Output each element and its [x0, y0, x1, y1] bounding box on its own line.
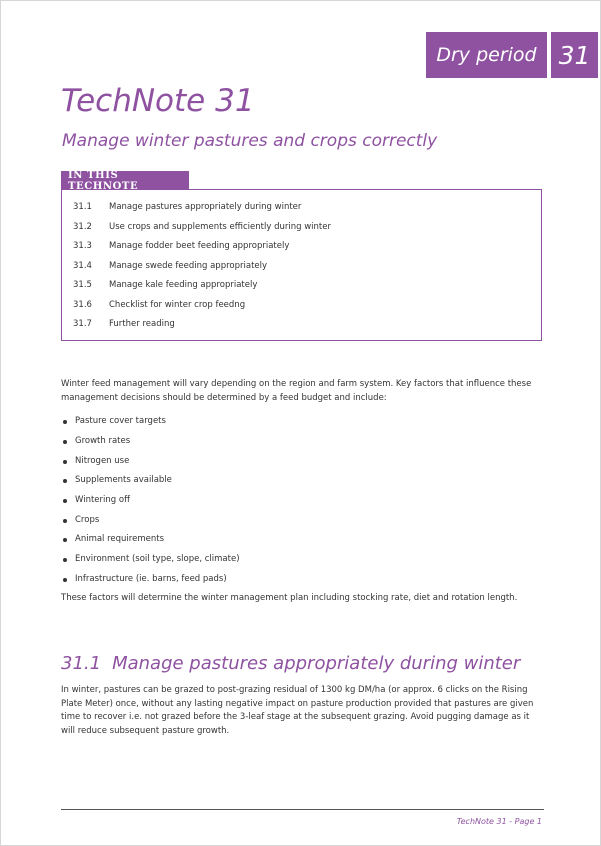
page-title: TechNote 31 [61, 83, 255, 119]
toc-item[interactable] [73, 222, 331, 232]
bullet-icon [63, 519, 67, 523]
bullet-icon [63, 440, 67, 444]
list-item-text: Animal requirements [75, 534, 164, 544]
toc-item[interactable] [73, 319, 175, 329]
toc-item[interactable] [73, 300, 245, 310]
section-number: 31.1 [61, 653, 102, 674]
section-tab-text: Dry period [436, 44, 537, 66]
toc-item-label: Further reading [109, 319, 175, 329]
intro-paragraph: Winter feed management will vary depending on the region and farm system. Key factors that influence these management decisions should be determined by a feed budget and include: [61, 379, 532, 403]
bullet-icon [63, 420, 67, 424]
toc-item-number: 31.7 [73, 319, 92, 329]
section-tab-label [426, 32, 547, 78]
bullet-icon [63, 558, 67, 562]
bullet-icon [63, 499, 67, 503]
toc-item[interactable] [73, 280, 257, 290]
toc-item-label: Manage kale feeding appropriately [109, 280, 258, 290]
page-subtitle: Manage winter pastures and crops correctly [62, 131, 438, 151]
section-tab-number [551, 32, 598, 78]
toc-header [61, 171, 189, 190]
toc-item-number: 31.6 [73, 300, 92, 310]
section-tab-number-text: 31 [558, 40, 591, 70]
section-heading [61, 653, 520, 674]
list-item-text: Wintering off [75, 495, 130, 505]
bullet-icon [63, 460, 67, 464]
footer-divider [61, 809, 544, 810]
toc-item[interactable] [73, 202, 301, 212]
toc-item-label: Manage swede feeding appropriately [109, 261, 268, 271]
toc-item-number: 31.3 [73, 241, 92, 251]
list-item-text: Infrastructure (ie. barns, feed pads) [75, 574, 227, 584]
bullet-icon [63, 479, 67, 483]
section-title: Manage pastures appropriately during winter [112, 653, 521, 674]
conclusion-paragraph: These factors will determine the winter management plan including stocking rate, diet and rotation length. [61, 593, 518, 603]
list-item-text: Pasture cover targets [75, 416, 166, 426]
toc-item-label: Checklist for winter crop feedng [109, 300, 246, 310]
list-item-text: Crops [75, 515, 100, 525]
toc-item[interactable] [73, 241, 289, 251]
list-item-text: Environment (soil type, slope, climate) [75, 554, 240, 564]
list-item-text: Supplements available [75, 475, 172, 485]
section-body-paragraph: In winter, pastures can be grazed to post-grazing residual of 1300 kg DM/ha (or approx. 6 clicks on the Rising Plate Meter) once, without any lasting negative impact on pasture production provided that pastures are given time to recover i.e. not grazed before the 3-leaf stage at the subsequent grazing. Avoid pugging damage as it will reduce subsequent pasture growth. [61, 685, 534, 736]
bullet-icon [63, 578, 67, 582]
toc-box [61, 189, 542, 341]
toc-header-label: IN THIS TECHNOTE [68, 169, 139, 192]
page-footer: TechNote 31 - Page 1 [456, 817, 542, 826]
toc-item-number: 31.5 [73, 280, 92, 290]
toc-item-label: Use crops and supplements efficiently during winter [109, 222, 331, 232]
toc-item-number: 31.4 [73, 261, 92, 271]
toc-item-label: Manage fodder beet feeding appropriately [109, 241, 290, 251]
toc-item-label: Manage pastures appropriately during winter [109, 202, 302, 212]
list-item-text: Nitrogen use [75, 456, 130, 466]
toc-item[interactable] [73, 261, 267, 271]
bullet-icon [63, 538, 67, 542]
list-item-text: Growth rates [75, 436, 131, 446]
toc-item-number: 31.1 [73, 202, 92, 212]
toc-item-number: 31.2 [73, 222, 92, 232]
